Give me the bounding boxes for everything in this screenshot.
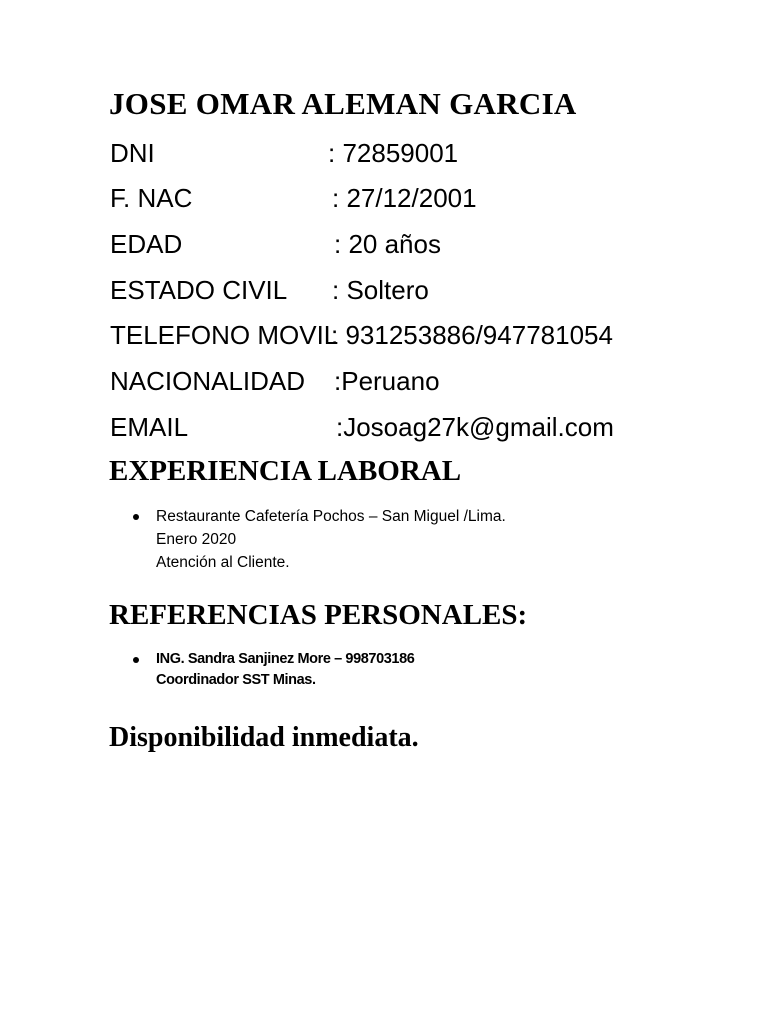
reference-person: ING. Sandra Sanjinez More – 998703186 xyxy=(156,651,415,667)
info-label: F. NAC xyxy=(110,183,193,213)
experience-heading: EXPERIENCIA LABORAL xyxy=(109,455,462,487)
reference-position: Coordinador SST Minas. xyxy=(156,672,316,688)
info-label: DNI xyxy=(110,138,155,168)
bullet-icon xyxy=(133,657,139,663)
experience-place: Restaurante Cafetería Pochos – San Miguel /Lima. xyxy=(156,508,506,525)
info-label: EDAD xyxy=(110,229,183,259)
candidate-name: JOSE OMAR ALEMAN GARCIA xyxy=(109,86,577,121)
bullet-icon xyxy=(133,514,139,520)
info-value: :Josoag27k@gmail.com xyxy=(336,412,614,442)
info-label: NACIONALIDAD xyxy=(110,366,306,396)
experience-role: Atención al Cliente. xyxy=(156,554,290,571)
info-value: : 72859001 xyxy=(328,138,459,168)
info-label: EMAIL xyxy=(110,412,189,442)
info-value: : 27/12/2001 xyxy=(332,183,477,213)
experience-date: Enero 2020 xyxy=(156,531,237,548)
availability-statement: Disponibilidad inmediata. xyxy=(109,722,419,753)
info-value: : Soltero xyxy=(332,275,429,305)
info-value: : 931253886/947781054 xyxy=(331,320,613,350)
info-label: ESTADO CIVIL xyxy=(110,275,288,305)
info-value: :Peruano xyxy=(334,366,440,396)
references-heading: REFERENCIAS PERSONALES: xyxy=(109,599,528,631)
info-value: : 20 años xyxy=(334,229,441,259)
info-label: TELEFONO MOVIL xyxy=(110,320,339,350)
